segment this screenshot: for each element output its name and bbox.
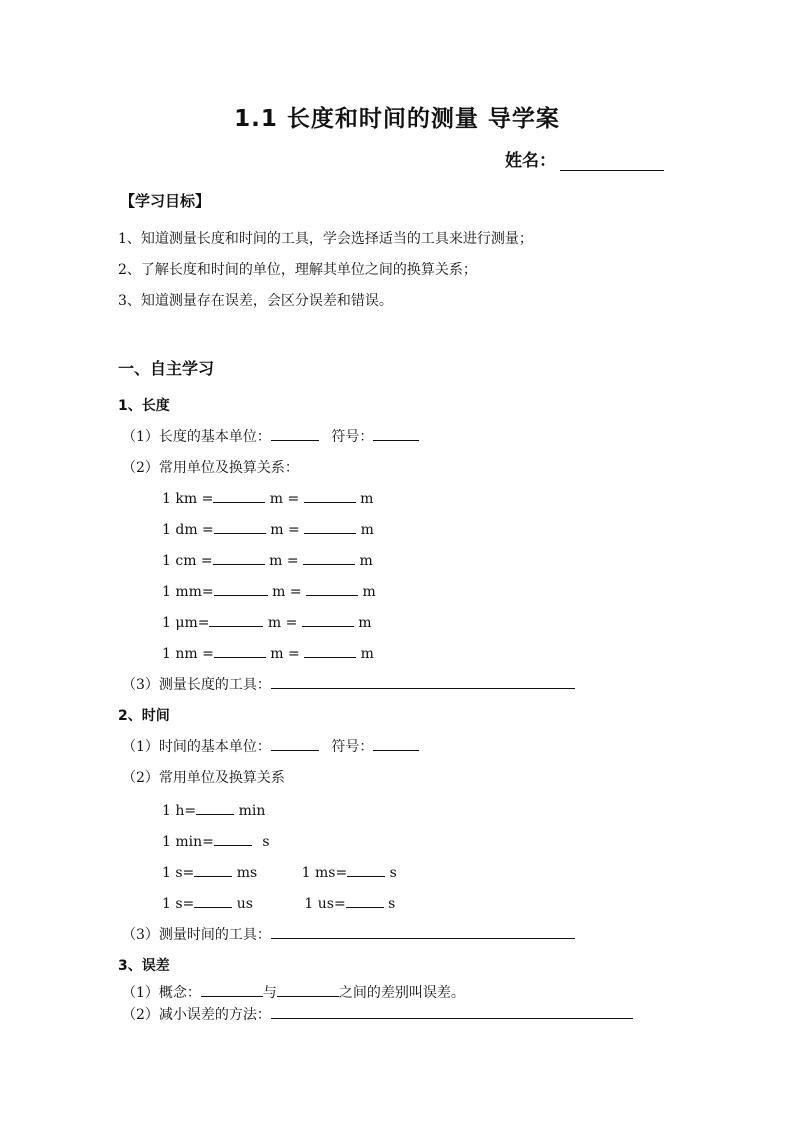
error-heading: 3、误差 (118, 958, 170, 974)
row-lhs: 1 mm= (162, 584, 214, 600)
row-lhs: 1 min= (162, 834, 214, 850)
row-lhs: 1 nm = (162, 646, 214, 662)
length-conversion-label: （2）常用单位及换算关系： (122, 460, 299, 476)
time-basic-unit-row (122, 736, 419, 756)
row-lhs: 1 us= (304, 896, 346, 912)
row-lhs: 1 cm = (162, 553, 213, 569)
answer-blank[interactable] (347, 862, 385, 877)
row-mid: m = (270, 522, 300, 538)
answer-blank[interactable] (304, 519, 356, 534)
error-concept-row (122, 982, 465, 1002)
answer-blank[interactable] (306, 581, 358, 596)
answer-blank[interactable] (304, 643, 356, 658)
answer-blank[interactable] (214, 581, 268, 596)
row-lhs: 1 ms= (301, 865, 348, 881)
row-unit: m (360, 646, 374, 662)
time-unit-blank[interactable] (271, 736, 319, 751)
answer-blank[interactable] (196, 800, 234, 815)
answer-blank[interactable] (303, 550, 355, 565)
error-reduce-blank[interactable] (271, 1004, 633, 1019)
length-symbol-label: 符号： (331, 429, 374, 445)
length-symbol-blank[interactable] (373, 426, 419, 441)
connector-text: 与 (262, 985, 277, 1001)
answer-blank[interactable] (277, 982, 339, 997)
row-lhs: 1 s= (162, 896, 195, 912)
concept-tail-text: 之间的差别叫误差。 (338, 985, 465, 1001)
goals-heading: 【学习目标】 (120, 192, 211, 210)
time-row-s-ms (162, 862, 397, 881)
answer-blank[interactable] (302, 612, 354, 627)
page-title: 1.1 长度和时间的测量 导学案 (234, 106, 560, 132)
row-lhs: 1 km = (162, 491, 214, 507)
time-tool-label: （3）测量时间的工具： (122, 927, 271, 943)
row-unit: us (236, 896, 253, 912)
time-tool-row (122, 924, 575, 944)
error-reduce-label: （2）减小误差的方法： (122, 1007, 271, 1023)
name-blank[interactable] (560, 152, 664, 171)
answer-blank[interactable] (214, 643, 266, 658)
length-row-um (162, 612, 372, 631)
row-lhs: 1 μm= (162, 615, 210, 631)
length-row-km (162, 488, 373, 507)
section-heading: 一、自主学习 (118, 359, 215, 378)
length-row-dm (162, 519, 374, 538)
time-symbol-label: 符号： (331, 739, 374, 755)
time-heading: 2、时间 (118, 708, 170, 724)
time-row-s-us (162, 893, 395, 912)
answer-blank[interactable] (209, 612, 263, 627)
answer-blank[interactable] (194, 862, 232, 877)
length-row-mm (162, 581, 376, 600)
length-basic-unit-row (122, 426, 419, 446)
row-unit: min (238, 803, 266, 819)
answer-blank[interactable] (194, 893, 232, 908)
time-tool-blank[interactable] (271, 924, 575, 939)
length-tool-blank[interactable] (271, 674, 575, 689)
goal-item: 3、知道测量存在误差，会区分误差和错误。 (118, 293, 393, 309)
error-reduce-row (122, 1004, 633, 1024)
row-unit: m (358, 615, 372, 631)
row-unit: m (360, 522, 374, 538)
row-lhs: 1 s= (162, 865, 195, 881)
length-tool-row (122, 674, 575, 694)
time-basic-unit-label: （1）时间的基本单位： (122, 739, 271, 755)
length-row-cm (162, 550, 373, 569)
row-mid: m = (269, 491, 300, 507)
row-mid: m = (270, 646, 300, 662)
length-basic-unit-label: （1）长度的基本单位： (122, 429, 271, 445)
answer-blank[interactable] (214, 831, 252, 846)
name-field (505, 146, 664, 171)
answer-blank[interactable] (213, 550, 265, 565)
row-lhs: 1 dm = (162, 522, 214, 538)
answer-blank[interactable] (201, 982, 263, 997)
row-unit: m (360, 491, 374, 507)
answer-blank[interactable] (304, 488, 356, 503)
goal-item: 1、知道测量长度和时间的工具，学会选择适当的工具来进行测量； (118, 231, 533, 247)
answer-blank[interactable] (213, 488, 265, 503)
time-row-min (162, 831, 270, 850)
answer-blank[interactable] (346, 893, 384, 908)
length-row-nm (162, 643, 374, 662)
row-unit: m (359, 553, 373, 569)
error-concept-label: （1）概念： (122, 985, 201, 1001)
row-mid: m = (267, 615, 298, 631)
time-conversion-label: （2）常用单位及换算关系 (122, 770, 285, 786)
name-label: 姓名： (505, 151, 556, 171)
answer-blank[interactable] (214, 519, 266, 534)
time-symbol-blank[interactable] (373, 736, 419, 751)
row-mid: m = (272, 584, 302, 600)
length-unit-blank[interactable] (271, 426, 319, 441)
row-unit: m (362, 584, 376, 600)
length-tool-label: （3）测量长度的工具： (122, 677, 271, 693)
row-mid: m = (269, 553, 299, 569)
row-unit: s (262, 834, 270, 850)
row-unit: ms (236, 865, 258, 881)
row-lhs: 1 h= (162, 803, 197, 819)
time-row-h (162, 800, 265, 819)
row-unit: s (388, 896, 396, 912)
goal-item: 2、了解长度和时间的单位，理解其单位之间的换算关系； (118, 262, 477, 278)
length-heading: 1、长度 (118, 398, 170, 414)
row-unit: s (389, 865, 397, 881)
